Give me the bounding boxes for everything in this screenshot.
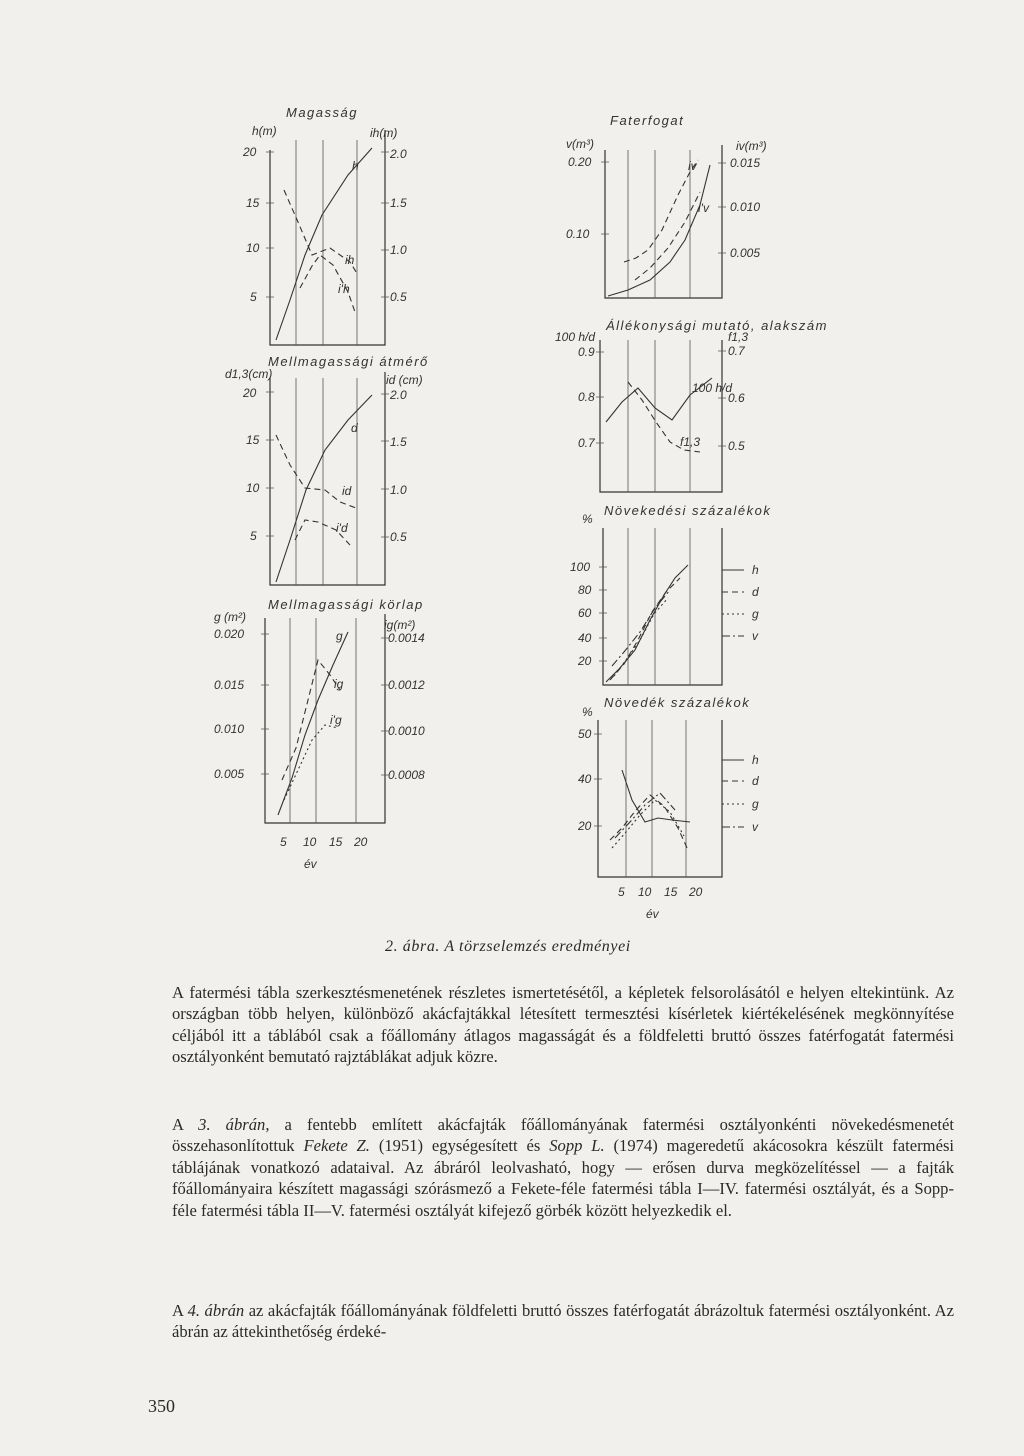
ticks [596,351,726,446]
panel-title: Növedék százalékok [604,695,751,710]
axes [605,145,722,298]
left-tick-label: 0.015 [214,678,245,692]
right-tick-label: 1.0 [390,243,407,257]
text-run: A [172,1301,188,1320]
right-axis-unit: id (cm) [386,373,423,387]
left-tick-label: 0.7 [578,436,595,450]
axis-unit: % [582,705,593,719]
tick-label: 60 [578,606,592,620]
legend-label: d [752,585,759,599]
axes [270,130,385,345]
right-tick-label: 0.5 [390,290,407,304]
curve-label: id [342,484,352,498]
left-tick-label: 15 [246,196,260,210]
right-tick-label: 1.5 [390,196,407,210]
curve-label: i'h [338,282,350,296]
paragraph-1: A fatermési tábla szerkesztésmenetének részletes ismertetésétől, a képletek felsorolásától e helyen eltekintünk. Az országban több helyen, különböző akácfajtákkal létesített termesztési kísérletek kiértékelésének megkönnyítése céljából itt a táblából csak a főállomány átlagos magasságát és a földfeletti bruttó összes fatérfogatát fatermési osztályonként bemutató rajztáblákat adjuk közre. [172,983,954,1067]
legend-label: d [752,774,759,788]
curve-iv [624,160,698,262]
left-tick-label: 15 [246,433,260,447]
gridlines [626,720,686,877]
x-axis-label: év [646,907,659,921]
right-axis-unit: ig(m²) [384,618,416,632]
left-axis-unit: v(m³) [566,137,594,151]
curve-label: i'v [698,201,709,215]
legend-label: v [752,629,758,643]
right-tick-label: 0.5 [390,530,407,544]
curve-h [606,565,688,682]
curve-label: ig [334,677,344,691]
text-run: , a fentebb említett akácfajták főállományának fatermési osztályonkénti növekedésmenetét összehasonlítottuk [172,1115,955,1156]
right-axis-unit: iv(m³) [736,139,767,153]
legend-label: h [752,563,759,577]
x-axis-label: év [304,857,317,871]
gridlines [296,378,357,585]
ticks [266,392,389,537]
right-axis-unit: ih(m) [370,126,398,140]
paragraph-3 [172,1300,954,1343]
legend [722,563,759,643]
left-axis-unit: d1,3(cm) [225,367,273,381]
author-name: Sopp L. [549,1136,605,1156]
tick-label: 100 [570,560,591,574]
tick-label: 50 [578,727,592,741]
left-tick-label: 0.20 [568,155,592,169]
panel-title: Növekedési százalékok [604,503,772,518]
left-axis-unit: g (m²) [214,610,246,624]
panel-title: Faterfogat [610,113,685,128]
left-tick-label: 0.8 [578,390,595,404]
tick-label: 40 [578,631,592,645]
author-name: Fekete Z. [303,1136,370,1156]
curve-h [276,148,372,340]
left-tick-label: 0.9 [578,345,595,359]
curve-label: g [336,629,343,643]
legend [722,753,759,834]
curve-v [612,590,670,666]
right-tick-label: 0.5 [728,439,745,453]
panel-novedek [577,695,759,921]
curve-label: d [351,421,358,435]
curve-label: i'd [336,521,348,535]
left-tick-label: 20 [243,145,257,159]
gridlines [628,340,690,492]
panel-magassag [242,105,407,345]
text-run: (1974) mageredetű akácosokra készült fatermési táblájának vonatkozó adataival. Az ábráról leolvasható, hogy — erősen durva megközelítéssel — a fajták főállományaira készített magassági szórásmező a Fekete-féle fatermési tábla I—IV. fatermési osztályát, és a Sopp-féle fatermési tábla II—V. fatermési osztályát kifejező görbék között helyezkedik el. [172,1136,955,1220]
left-tick-label: 0.010 [214,722,245,736]
tick-label: 20 [578,819,592,833]
gridlines [296,140,357,345]
left-tick-label: 20 [243,386,257,400]
caption-prefix: 2. ábra. [385,938,441,955]
gridlines [290,618,356,823]
ticks [266,152,389,297]
left-axis-unit: h(m) [252,124,277,138]
curve-i2g [284,725,338,800]
x-tick-label: 20 [354,835,368,849]
curve-label: 100 h/d [692,381,733,395]
axes [603,528,722,685]
panel-faterfogat [566,113,767,298]
axes [265,614,385,823]
right-tick-label: 1.5 [390,435,407,449]
panel-korlap [214,597,425,871]
x-tick-label: 5 [280,835,287,849]
x-tick-label: 15 [664,885,678,899]
figure-reference: 3. ábrán [198,1115,266,1134]
x-tick-label: 10 [303,835,317,849]
text-run: az akácfajták főállományának földfeletti bruttó összes fatérfogatát ábrázoltuk fatermési osztályonként. Az ábrán az áttekinthetőség érdeké- [172,1301,954,1342]
figure-reference: 4. ábrán [187,1301,245,1320]
right-tick-label: 0.005 [730,246,761,260]
left-tick-label: 5 [250,290,257,304]
x-tick-label: 15 [329,835,343,849]
panel-novekedesi [570,503,771,685]
left-axis-unit: 100 h/d [555,330,596,344]
gridlines [628,150,690,298]
figure-caption [385,938,785,956]
left-tick-label: 0.020 [214,627,245,641]
gridlines [628,528,690,685]
x-tick-label: 5 [618,885,625,899]
right-tick-label: 2.0 [390,388,407,402]
panel-title: Magasság [286,105,358,120]
curve-label: h [352,159,359,173]
tick-label: 40 [578,772,592,786]
page-number: 350 [148,1396,175,1416]
left-tick-label: 10 [246,241,260,255]
curve-label: i'g [330,713,342,727]
left-tick-label: 0.10 [566,227,590,241]
tick-label: 20 [578,654,592,668]
panel-title: Állékonysági mutató, alakszám [606,318,828,333]
left-tick-label: 0.005 [214,767,245,781]
text-run: (1951) egységesített és [369,1136,550,1156]
legend-label: g [752,607,759,621]
legend-label: h [752,753,759,767]
x-tick-label: 10 [638,885,652,899]
ticks [261,634,389,775]
right-tick-label: 0.7 [728,344,745,358]
left-tick-label: 10 [246,481,260,495]
right-tick-label: 0.015 [730,156,761,170]
axis-unit: % [582,512,593,526]
right-tick-label: 1.0 [390,483,407,497]
axes [270,372,385,585]
curve-label: f1,3 [680,435,701,449]
right-tick-label: 0.0012 [388,678,425,692]
right-tick-label: 0.0010 [388,724,425,738]
panel-allekonysag [555,318,828,492]
right-tick-label: 0.6 [728,391,745,405]
right-tick-label: 0.010 [730,200,761,214]
axes [600,340,722,492]
curve-v [608,165,710,296]
panel-atmero [225,354,429,585]
left-tick-label: 5 [250,529,257,543]
right-tick-label: 0.0014 [388,631,425,645]
panel-title: Mellmagassági átmérő [268,354,429,369]
axes [598,720,722,877]
right-tick-label: 0.0008 [388,768,425,782]
x-tick-label: 20 [689,885,703,899]
paragraph-2 [172,1114,954,1221]
curve-label: iv [688,159,697,173]
legend-label: g [752,797,759,811]
curve-label: ih [345,253,355,267]
right-axis-unit: f1,3 [728,330,749,344]
panel-title: Mellmagassági körlap [268,597,424,612]
legend-label: v [752,820,758,834]
tick-label: 80 [578,583,592,597]
caption-text: A törzselemzés eredményei [444,938,631,955]
right-tick-label: 2.0 [390,147,407,161]
text-run: A [172,1115,199,1134]
